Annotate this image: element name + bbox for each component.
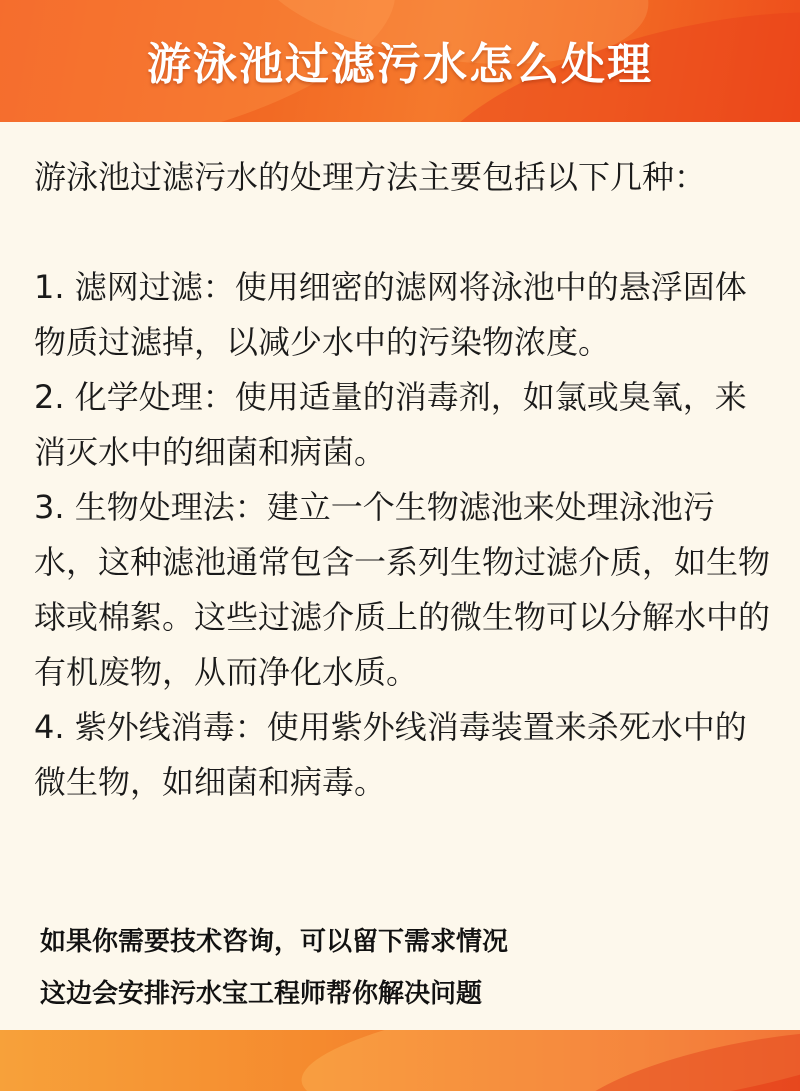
list-item: 3. 生物处理法：建立一个生物滤池来处理泳池污水，这种滤池通常包含一系列生物过滤介质，如生物球或棉絮。这些过滤介质上的微生物可以分解水中的有机废物，从而净化水质。 <box>34 488 771 691</box>
article-body <box>34 150 774 810</box>
contact-line: 这边会安排污水宝工程师帮你解决问题 <box>40 979 483 1009</box>
list-item: 2. 化学处理：使用适量的消毒剂，如氯或臭氧，来消灭水中的细菌和病菌。 <box>34 378 747 471</box>
list-item: 1. 滤网过滤：使用细密的滤网将泳池中的悬浮固体物质过滤掉，以减少水中的污染物浓度。 <box>34 268 747 361</box>
footer-banner <box>0 1030 800 1091</box>
header-banner <box>0 0 800 122</box>
page-title: 游泳池过滤污水怎么处理 <box>147 39 653 90</box>
contact-note <box>40 916 760 1020</box>
contact-line: 如果你需要技术咨询，可以留下需求情况 <box>40 927 509 957</box>
intro-paragraph: 游泳池过滤污水的处理方法主要包括以下几种： <box>34 158 707 196</box>
list-item: 4. 紫外线消毒：使用紫外线消毒装置来杀死水中的微生物，如细菌和病毒。 <box>34 708 747 801</box>
